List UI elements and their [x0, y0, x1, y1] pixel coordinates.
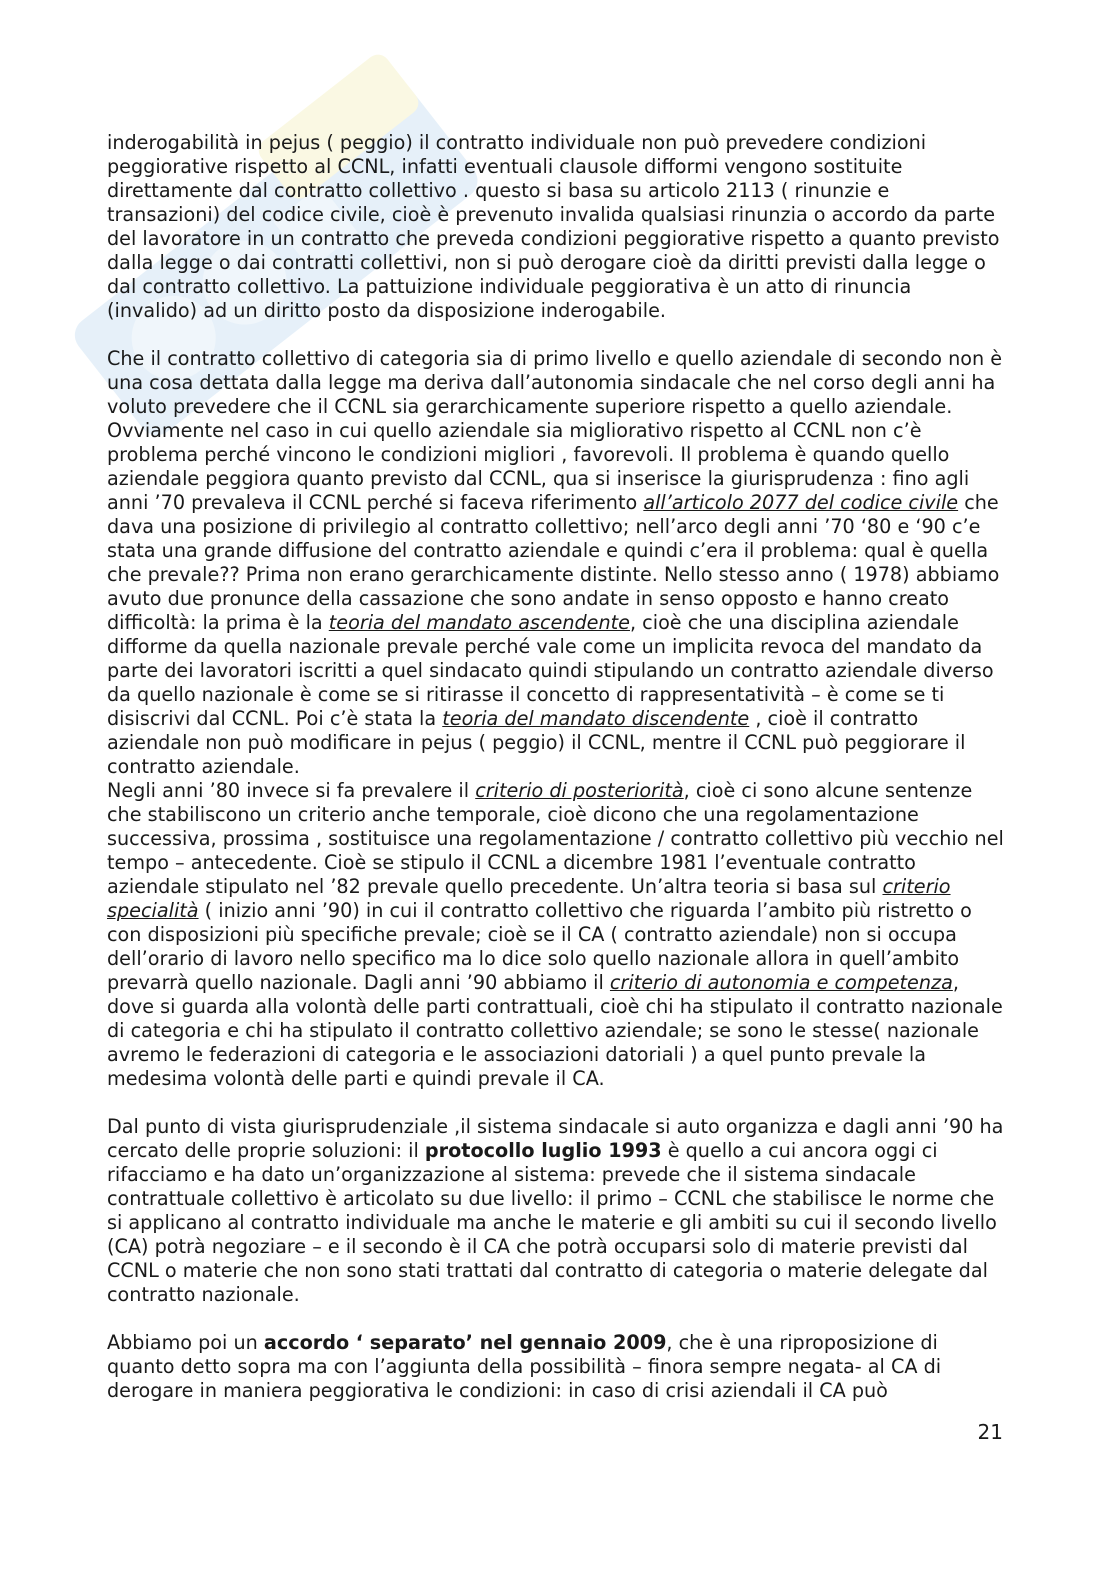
paragraph-3-text-d: , dove si guarda alla volontà delle parti contrattuali, cioè chi ha stipulato il contratto nazionale di categoria e chi ha stipulato il contratto collettivo aziendale; se sono le stesse( nazionale avremo le federazioni di categoria e le associazioni datoriali ) a quel punto prevale la medesima volontà delle parti e quindi prevale il CA. — [107, 971, 1003, 1090]
paragraph-2-text-d: , cioè il contratto aziendale non può modificare in pejus ( peggio) il CCNL, mentre il CCNL può peggiorare il contratto aziendale. — [107, 707, 966, 778]
posteriorita-term: criterio di posteriorità — [475, 779, 684, 802]
paragraph-3-text-c: ( inizio anni ’90) in cui il contratto collettivo che riguarda l’ambito più ristretto o con disposizioni più specifiche prevale; cioè se il CA ( contratto aziendale) non si occupa dell’orario di lavoro nello specifico ma lo dice solo quello nazionale allora in quell’ambito prevarrà quello nazionale. Dagli anni ’90 abbiamo il — [107, 899, 972, 994]
paragraph-4 — [107, 1115, 1007, 1307]
page-number: 21 — [977, 1420, 1003, 1444]
paragraph-1 — [107, 131, 1007, 323]
paragraph-2-text-c: , cioè che una disciplina aziendale difforme da quella nazionale prevale perché vale come un implicita revoca del mandato da parte dei lavoratori iscritti a quel sindacato quindi stipulando un contratto aziendale diverso da quello nazionale è come se si ritirasse il concetto di rappresentatività – è come se ti disiscrivi dal CCNL. Poi c’è stata la — [107, 611, 994, 730]
paragraph-1-text: inderogabilità in pejus ( peggio) il contratto individuale non può prevedere condizioni peggiorative rispetto al CCNL, infatti eventuali clausole difformi vengono sostituite direttamente dal contratto collettivo . questo si basa su articolo 2113 ( rinunzie e transazioni) del codice civile, cioè è prevenuto invalida qualsiasi rinunzia o accordo da parte del lavoratore in un contratto che preveda condizioni peggiorative rispetto a quanto previsto dalla legge o dai contratti collettivi, non si può derogare cioè da diritti previsti dalla legge o dal contratto collettivo. La pattuizione individuale peggiorativa è un atto di rinuncia (invalido) ad un diritto posto da disposizione inderogabile. — [107, 131, 1000, 322]
paragraph-3-text-b: , cioè ci sono alcune sentenze che stabiliscono un criterio anche temporale, cioè dicono che una regolamentazione successiva, prossima , sostituisce una regolamentazione / contratto collettivo più vecchio nel tempo – antecedente. Cioè se stipulo il CCNL a dicembre 1981 l’eventuale contratto aziendale stipulato nel ’82 prevale quello precedente. Un’altra teoria si basa sul — [107, 779, 1004, 898]
paragraph-2-text-b: che dava una posizione di privilegio al contratto collettivo; nell’arco degli anni ’70 ‘80 e ‘90 c’e stata una grande diffusione del contratto aziendale e quindi c’era il problema: qual è quella che prevale?? Prima non erano gerarchicamente distinte. Nello stesso anno ( 1978) abbiamo avuto due pronunce della cassazione che sono andate in senso opposto e hanno creato difficoltà: la prima è la — [107, 491, 1000, 634]
autonomia-competenza-term: criterio di autonomia e competenza — [609, 971, 953, 994]
mandato-ascendente-term: teoria del mandato ascendente — [328, 611, 630, 634]
paragraph-2 — [107, 347, 1007, 779]
paragraph-5-text-b: , che è una riproposizione di quanto detto sopra ma con l’aggiunta della possibilità – finora sempre negata- al CA di derogare in maniera peggiorativa le condizioni: in caso di crisi aziendali il CA può — [107, 1331, 942, 1402]
paragraph-3 — [107, 779, 1007, 1091]
article-2077-reference: all’articolo 2077 del codice civile — [643, 491, 959, 514]
specialita-term: criterio specialità — [107, 875, 951, 922]
paragraph-4-text-a: Dal punto di vista giurisprudenziale ,il sistema sindacale si auto organizza e dagli anni ’90 ha cercato delle proprie soluzioni: il — [107, 1115, 1004, 1162]
protocollo-1993-bold: protocollo luglio 1993 — [424, 1139, 662, 1162]
paragraph-5-text-a: Abbiamo poi un — [107, 1331, 264, 1354]
paragraph-5 — [107, 1331, 1007, 1403]
mandato-discendente-term: teoria del mandato discendente — [442, 707, 750, 730]
paragraph-3-text-a: Negli anni ’80 invece si fa prevalere il — [107, 779, 476, 802]
accordo-2009-bold: accordo ‘ separato’ nel gennaio 2009 — [263, 1331, 667, 1354]
document-body — [107, 131, 1007, 1403]
paragraph-2-text-a: Che il contratto collettivo di categoria sia di primo livello e quello aziendale di secondo non è una cosa dettata dalla legge ma deriva dall’autonomia sindacale che nel corso degli anni ha voluto prevedere che il CCNL sia gerarchicamente superiore rispetto a quello aziendale. Ovviamente nel caso in cui quello aziendale sia migliorativo rispetto al CCNL non c’è problema perché vincono le condizioni migliori , favorevoli. Il problema è quando quello aziendale peggiora quanto previsto dal CCNL, qua si inserisce la giurisprudenza : fino agli anni ’70 prevaleva il CCNL perché si faceva riferimento — [107, 347, 1003, 514]
paragraph-4-text-b: è quello a cui ancora oggi ci rifacciamo e ha dato un’organizzazione al sistema: prevede che il sistema sindacale contrattuale collettivo è articolato su due livello: il primo – CCNL che stabilisce le norme che si applicano al contratto individuale ma anche le materie e gli ambiti su cui il secondo livello (CA) potrà negoziare – e il secondo è il CA che potrà occuparsi solo di materie previsti dal CCNL o materie che non sono stati trattati dal contratto di categoria o materie delegate dal contratto nazionale. — [107, 1139, 997, 1306]
